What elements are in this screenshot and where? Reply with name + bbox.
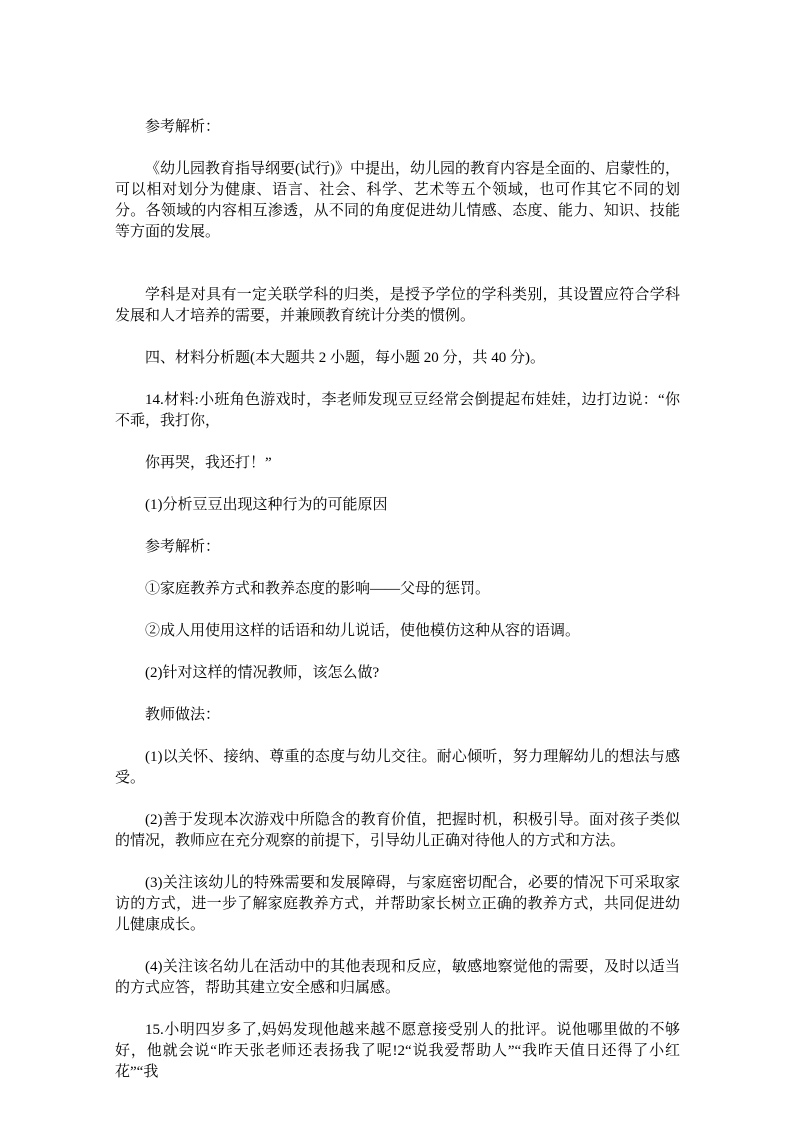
paragraph-section-four-heading: 四、材料分析题(本大题共 2 小题，每小题 20 分，共 40 分)。 — [145, 350, 545, 366]
paragraph-teacher-practice-4: (4)关注该名幼儿在活动中的其他表现和反应，敏感地察觉他的需要，及时以适当的方式应答，帮助其建立安全感和归属感。 — [115, 959, 680, 996]
paragraph-question-15-material: 15.小明四岁多了,妈妈发现他越来越不愿意接受别人的批评。说他哪里做的不够好，他就会说“昨天张老师还表扬我了呢!2“说我爱帮助人”“我昨天值日还得了小红花”“我 — [115, 1022, 680, 1080]
paragraph-question-14-material-continued: 你再哭，我还打！” — [145, 455, 272, 471]
paragraph-reference-analysis-heading-2: 参考解析： — [145, 539, 221, 555]
paragraph-reason-2: ②成人用使用这样的话语和幼儿说话，使他模仿这种从容的语调。 — [145, 623, 581, 639]
paragraph-kindergarten-outline: 《幼儿园教育指导纲要(试行)》中提出，幼儿园的教育内容是全面的、启蒙性的，可以相对划分为健康、语言、社会、科学、艺术等五个领域，也可作其它不同的划分。各领域的内容相互渗透，从不同的角度促进幼儿情感、态度、能力、知识、技能等方面的发展。 — [115, 161, 680, 240]
paragraph-reason-1: ①家庭教养方式和教养态度的影响——父母的惩罚。 — [145, 581, 491, 597]
paragraph-reference-analysis-heading: 参考解析： — [145, 119, 221, 135]
paragraph-teacher-practice-3: (3)关注该幼儿的特殊需要和发展障碍，与家庭密切配合，必要的情况下可采取家访的方式，进一步了解家庭教养方式，并帮助家长树立正确的教养方式，共同促进幼儿健康成长。 — [115, 875, 680, 933]
paragraph-teacher-practice-1: (1)以关怀、接纳、尊重的态度与幼儿交往。耐心倾听，努力理解幼儿的想法与感受。 — [115, 749, 680, 786]
paragraph-teacher-practice-heading: 教师做法： — [145, 707, 221, 723]
paragraph-question-14-part-1: (1)分析豆豆出现这种行为的可能原因 — [145, 497, 388, 513]
paragraph-question-14-material: 14.材料:小班角色游戏时，李老师发现豆豆经常会倒提起布娃娃，边打边说：“你不乖，我打你， — [115, 392, 680, 429]
paragraph-teacher-practice-2: (2)善于发现本次游戏中所隐含的教育价值，把握时机，积极引导。面对孩子类似的情况，教师应在充分观察的前提下，引导幼儿正确对待他人的方式和方法。 — [115, 812, 680, 849]
paragraph-discipline-definition: 学科是对具有一定关联学科的归类，是授予学位的学科类别，其设置应符合学科发展和人才培养的需要，并兼顾教育统计分类的惯例。 — [115, 287, 680, 324]
paragraph-question-14-part-2: (2)针对这样的情况教师，该怎么做? — [145, 665, 380, 681]
